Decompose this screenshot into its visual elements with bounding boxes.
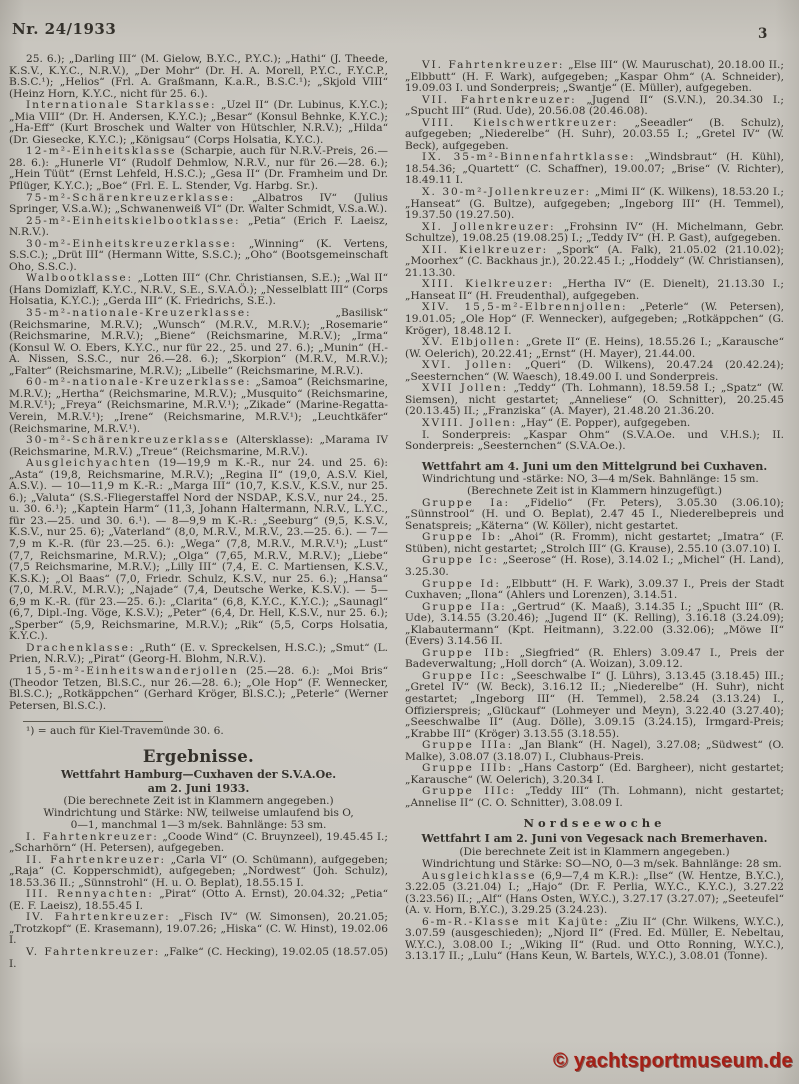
- paragraph-lead: Drachenklasse:: [26, 641, 136, 654]
- paragraph: 6-m-R.-Klasse mit Kajüte: „Ziu II“ (Chr. Wilkens, W.Y.C.), 3.07.59 (ausgeschieden); „Njord II“ (Fred. Ed. Müller, E. Nebeltau, W.Y.C.), 3.08.00 I.; „Wiking II“ (Rud. und Otto Ronning, W.Y.C.), 3.13.17 II.; „Lulu“ (Hans Keun, W. Bartels, W.Y.C.), 3.08.01 (Tonne).: [405, 915, 784, 963]
- paragraph: Ausgleichklasse (6,9—7,4 m K.R.): „Ilse“ (W. Hentze, B.Y.C.), 3.22.05 (3.21.04) I.; „Hajo“ (Dr. F. Perlia, W.Y.C., K.Y.C.), 3.27.22 (3.23.56) II.; „Alf“ (Hans Osten, W.Y.C.), 3.27.17 (3.27.07); „Seeteufel“ (A. v. Horn, B.Y.C.), 3.29.25 (3.24.23).: [405, 869, 784, 917]
- paragraph-lead: XV. Elbjollen:: [422, 336, 522, 349]
- paragraph-lead: XVIII. Jollen:: [422, 416, 518, 429]
- race1-conditions-line2: 0—1, manchmal 1—3 m/sek. Bahnlänge: 53 sm.: [70, 818, 327, 831]
- paragraph-lead: Ausgleichyachten: [26, 457, 152, 470]
- race1-note: (Die berechnete Zeit ist in Klammern angegeben.): [63, 795, 334, 808]
- watermark: © yachtsportmuseum.de: [553, 1050, 793, 1072]
- race1-title-line2: am 2. Juni 1933.: [147, 781, 250, 795]
- paragraph: XVIII. Jollen: „Hay“ (E. Popper), aufgegeben.: [422, 416, 691, 429]
- paragraph-lead: Gruppe IIa:: [422, 600, 507, 613]
- paragraph-lead: XI. Jollenkreuzer:: [422, 220, 556, 233]
- paragraph-lead: V. Fahrtenkreuzer:: [26, 946, 161, 959]
- paragraph-lead: 30-m²-Schärenkreuzerklasse: [26, 434, 230, 447]
- paragraph-lead: 30-m²-Einheitskreuzerklasse:: [26, 237, 237, 250]
- race2-title: Wettfahrt am 4. Juni um den Mittelgrund bei Cuxhaven.: [421, 459, 768, 473]
- paragraph-lead: 35-m²-nationale-Kreuzerklasse:: [26, 307, 252, 320]
- paragraph: IV. Fahrtenkreuzer: „Fisch IV“ (W. Simonsen), 20.21.05; „Trotzkopf“ (E. Krasemann), 19.07.26; „Hiska“ (C. W. Hinst), 19.02.06 I.: [9, 911, 388, 947]
- paragraph-lead: II. Fahrtenkreuzer:: [26, 853, 166, 866]
- footnote: ¹) = auch für Kiel-Travemünde 30. 6.: [26, 725, 224, 738]
- paragraph-lead: Gruppe IIc:: [422, 669, 507, 682]
- page-number: 3: [758, 26, 768, 42]
- paragraph: Gruppe IIa: „Gertrud“ (K. Maaß), 3.14.35 I.; „Spucht III“ (R. Ude), 3.14.55 (3.20.46); „Jugend II“ (K. Relling), 3.16.18 (3.24.09); „Klabautermann“ (Kpt. Heitmann), 3.22.00 (3.32.06); „Möwe II“ (Evers) 3.14.56 II.: [405, 600, 785, 648]
- footnote-rule: [23, 721, 163, 722]
- paragraph: 15,5-m²-Einheitswanderjollen (25.—28. 6.): „Moi Bris“ (Theodor Tetzen, Bl.S.C., nur 26.—28. 6.); „Ole Hop“ (F. Wennecker, Bl.S.C.); „Rotkäppchen“ (Gerhard Kröger, Bl.S.C.); „Peterle“ (Werner Petersen, Bl.S.C.).: [9, 664, 388, 712]
- race1-results-left: [9, 832, 388, 971]
- paragraph-lead: 12-m²-Einheitsklasse: [26, 145, 177, 158]
- paragraph-lead: 6-m-R.-Klasse mit Kajüte:: [422, 915, 610, 928]
- paragraph-lead: III. Rennyachten:: [26, 888, 154, 901]
- paragraph: Gruppe IIb: „Siegfried“ (R. Ehlers) 3.09.47 I., Preis der Badeverwaltung; „Holl dorch“ (A. Woizan), 3.09.12.: [405, 646, 784, 671]
- paragraph-lead: Internationale Starklasse:: [26, 99, 217, 112]
- race1-title-line1: Wettfahrt Hamburg—Cuxhaven der S.V.A.Oe.: [60, 768, 337, 782]
- paragraph-lead: Gruppe IIIb:: [422, 762, 514, 775]
- race1-conditions-line1: Windrichtung und Stärke: NW, teilweise umlaufend bis O,: [43, 806, 354, 819]
- paragraph-lead: VIII. Kielschwertkreuzer:: [422, 116, 619, 129]
- paragraph-lead: IV. Fahrtenkreuzer:: [26, 911, 171, 924]
- paragraph-lead: 75-m²-Schärenkreuzerklasse:: [26, 191, 236, 204]
- paragraph-lead: XIII. Kielkreuzer:: [422, 278, 555, 291]
- paragraph-lead: XVI. Jollen:: [422, 359, 514, 372]
- paragraph: Gruppe Ic: „Seerose“ (H. Rose), 3.14.02 I.; „Michel“ (H. Land), 3.25.30.: [405, 554, 784, 578]
- paragraph: III. Rennyachten: „Pirat“ (Otto A. Ernst), 20.04.32; „Petia“ (E. F. Laeisz), 18.55.45 I.: [9, 888, 388, 912]
- paragraph-lead: Gruppe Ib:: [422, 531, 503, 544]
- paragraph: Walbootklasse: „Lotten III“ (Chr. Christiansen, S.E.); „Wal II“ (Hans Domizlaff, K.Y.C., N.R.V., S.E., S.V.A.Ö.); „Nesselblatt III“ (Corps Holsatia, K.Y.C.); „Gerda III“ (K. Friedrichs, S.E.).: [9, 272, 388, 308]
- left-column: [9, 54, 388, 970]
- race3-conditions: Windrichtung und Stärke: SO—NO, 0—3 m/sek. Bahnlänge: 28 sm.: [422, 857, 782, 870]
- paragraph: XVI. Jollen: „Queri“ (D. Wilkens), 20.47.24 (20.42.24); „Seesternchen“ (W. Waesch), 18.49.00 I. und Sonderpreis.: [405, 359, 784, 383]
- paragraph-lead: Gruppe Ic:: [422, 554, 499, 567]
- paragraph-lead: VII. Fahrtenkreuzer:: [422, 93, 577, 106]
- paragraph-lead: Gruppe IIIc:: [422, 785, 517, 798]
- paragraph: Drachenklasse: „Ruth“ (E. v. Spreckelsen, H.S.C.); „Smut“ (L. Prien, N.R.V.); „Pirat“ (Georg-H. Blohm, N.R.V.).: [9, 641, 388, 666]
- paragraph: Gruppe IIc: „Seeschwalbe I“ (J. Lührs), 3.13.45 (3.18.45) III.; „Gretel IV“ (W. Beck), 3.16.12 II.; „Niederelbe“ (H. Suhr), nicht gestartet; „Ingeborg III“ (H. Temmel), 2.58.24 (3.13.24) I., Offizierspreis; „Glückauf“ (Lohmeyer und Meyn), 3.22.40 (3.27.40); „Seeschwalbe II“ (Aug. Dölle), 3.09.15 (3.24.15), Irmgard-Preis; „Krabbe III“ (Kröger) 3.13.55 (3.18.55).: [405, 669, 784, 740]
- paragraph: Gruppe Ia: „Fidelio“ (Fr. Peters), 3.05.30 (3.06.10); „Sünnstrool“ (H. und O. Beplat), 2.47 45 I., Niederelbepreis und Senatspreis; „Käterna“ (W. Köller), nicht gestartet.: [405, 496, 784, 532]
- paragraph: XVII Jollen: „Teddy“ (Th. Lohmann), 18.59.58 I.; „Spatz“ (W. Siemsen), nicht gestartet; „Anneliese“ (O. Schnitter), 20.25.45 (20.13.45) II.; „Franziska“ (A. Mayer), 21.48.20 21.36.20.: [405, 382, 784, 418]
- paragraph: 25. 6.); „Darling III“ (M. Gielow, B.Y.C., P.Y.C.); „Hathi“ (J. Theede, K.S.V., K.Y.C., N.R.V.), „Der Mohr“ (Dr. H. A. Morell, P.Y.C., F.Y.C.P., B.S.C.¹); „Helios“ (Frl. A. Graßmann, K.a.R., B.S.C.¹); „Skjold VIII“ (Heinz Horn, K.Y.C., nicht für 25. 6.).: [9, 53, 388, 100]
- paragraph: 60-m²-nationale-Kreuzerklasse: „Samoa“ (Reichsmarine, M.R.V.); „Hertha“ (Reichsmarine, M.R.V.); „Musquito“ (Reichsmarine, M.R.V.¹); „Freya“ (Reichsmarine, M.R.V.¹); „Zikade“ (Marine-Regatta-Verein, M.R.V.¹); „Irene“ (Reichsmarine, M.R.V.¹); „Leuchtkäfer“ (Reichsmarine, M.R.V.¹).: [9, 376, 388, 435]
- paragraph: XV. Elbjollen: „Grete II“ (E. Heins), 18.55.26 I.; „Karausche“ (W. Oelerich), 20.22.41; „Ernst“ (H. Mayer), 21.44.00.: [405, 336, 784, 360]
- race3-title: Wettfahrt I am 2. Juni von Vegesack nach Bremerhaven.: [421, 832, 768, 846]
- paragraph-lead: Walbootklasse:: [26, 272, 134, 285]
- race2-conditions: Windrichtung und -stärke: NO, 3—4 m/Sek. Bahnlänge: 15 sm.: [422, 473, 759, 486]
- paragraph-lead: Gruppe Ia:: [422, 496, 510, 509]
- race3-note: (Die berechnete Zeit ist in Klammern angegeben.): [459, 845, 730, 858]
- paragraph-lead: Gruppe Id:: [422, 577, 501, 590]
- race2-note: (Berechnete Zeit ist in Klammern hinzugefügt.): [467, 484, 722, 497]
- entry-class-list: [9, 54, 388, 712]
- paragraph-lead: X. 30-m²-Jollenkreuzer:: [422, 186, 592, 199]
- section-gap: [405, 453, 784, 458]
- paragraph: V. Fahrtenkreuzer: „Falke“ (C. Hecking), 19.02.05 (18.57.05) I.: [9, 946, 388, 970]
- paragraph: VI. Fahrtenkreuzer: „Else III“ (W. Mauruschat), 20.18.00 II.; „Elbbutt“ (H. F. Wark), aufgegeben; „Kaspar Ohm“ (A. Schneider), 19.09.03 I. und Sonderpreis; „Swantje“ (E. Müller), aufgegeben.: [405, 59, 784, 95]
- paragraph: I. Sonderpreis: „Kaspar Ohm“ (S.V.A.Oe. und V.H.S.); II. Sonderpreis: „Seesternchen“ (S.V.A.Oe.).: [405, 428, 784, 453]
- race2-results: [405, 498, 784, 810]
- paragraph: 30-m²-Schärenkreuzerklasse (Altersklasse): „Marama IV (Reichsmarine, M.R.V.) „Treue“ (Reichsmarine, M.R.V.).: [9, 434, 388, 458]
- paragraph: Gruppe Id: „Elbbutt“ (H. F. Wark), 3.09.37 I., Preis der Stadt Cuxhaven; „Ilona“ (Ahlers und Lorenzen), 3.14.51.: [405, 577, 784, 602]
- issue-number: Nr. 24/1933: [12, 20, 117, 38]
- paragraph-lead: I. Fahrtenkreuzer:: [26, 830, 159, 843]
- paragraph: XIV. 15,5-m²-Elbrennjollen: „Peterle“ (W. Petersen), 19.01.05; „Ole Hop“ (F. Wennecker), aufgegeben; „Rotkäppchen“ (G. Kröger), 18.48.12 I.: [405, 301, 784, 337]
- paragraph: 12-m²-Einheitsklasse (Scharpie, auch für N.R.V.-Preis, 26.—28. 6.): „Hunerle VI“ (Rudolf Dehmlow, N.R.V., nur für 26.—28. 6.); „Hein Tüüt“ (Ernst Lehfeld, H.S.C.); „Gesa II“ (Dr. Framheim und Dr. Pflüger, K.Y.C.); „Boe“ (Frl. E. L. Stender, Vg. Harbg. Sr.).: [9, 145, 388, 193]
- race1-results-right: [405, 60, 784, 453]
- paragraph: I. Fahrtenkreuzer: „Coode Wind“ (C. Bruynzeel), 19.45.45 I.; „Scharhörn“ (H. Petersen), aufgegeben.: [9, 830, 388, 855]
- nordseewoche-heading: Nordseewoche: [523, 816, 666, 831]
- paragraph: IX. 35-m²-Binnenfahrtklasse: „Windsbraut“ (H. Kühl), 18.54.36; „Quartett“ (C. Schaffner), 19.00.07; „Brise“ (V. Richter), 18.49.11 I.: [405, 151, 784, 187]
- paragraph-lead: Ausgleichklasse: [422, 869, 537, 882]
- paragraph: 30-m²-Einheitskreuzerklasse: „Winning“ (K. Vertens, S.S.C.); „Drüt III“ (Hermann Witte, S.S.C.); „Oho“ (Bootsgemeinschaft Oho, S.S.C.).: [9, 237, 388, 273]
- race3-results: [405, 871, 784, 963]
- paragraph: Gruppe IIIc: „Teddy III“ (Th. Lohmann), nicht gestartet; „Annelise II“ (C. O. Schnitter), 3.08.09 I.: [405, 785, 784, 809]
- paragraph: VIII. Kielschwertkreuzer: „Seeadler“ (B. Schulz), aufgegeben; „Niederelbe“ (H. Suhr), 20.03.55 I.; „Gretel IV“ (W. Beck), aufgegeben.: [405, 116, 784, 152]
- paragraph: Gruppe IIIb: „Hans Castorp“ (Ed. Bargheer), nicht gestartet; „Karausche“ (W. Oelerich), 3.20.34 I.: [405, 762, 784, 786]
- paragraph: II. Fahrtenkreuzer: „Carla VI“ (O. Schümann), aufgegeben; „Raja“ (C. Kopperschmidt), aufgegeben; „Nordwest“ (Joh. Schulz), 18.53.36 II.; „Sünnstrohl“ (H. u. O. Beplat), 18.55.15 I.: [9, 853, 388, 889]
- paragraph-lead: 60-m²-nationale-Kreuzerklasse:: [26, 376, 252, 389]
- paragraph-lead: Gruppe IIb:: [422, 646, 511, 659]
- paragraph-lead: XIV. 15,5-m²-Elbrennjollen:: [422, 301, 628, 314]
- paragraph: XII. Kielkreuzer: „Spork“ (A. Falk), 21.05.02 (21.10.02); „Moorhex“ (C. Backhaus jr.), 20.22.45 I.; „Hoddely“ (W. Christiansen), 21.13.30.: [405, 243, 784, 279]
- paragraph: XI. Jollenkreuzer: „Frohsinn IV“ (H. Michelmann, Gebr. Schultze), 19.08.25 (19.08.25) I.; „Teddy IV“ (H. P. Gast), aufgegeben.: [405, 220, 784, 245]
- right-column: [405, 60, 784, 963]
- paragraph: 75-m²-Schärenkreuzerklasse: „Albatros IV“ (Julius Springer, V.S.a.W.); „Schwanenweiß VI“ (Dr. Walter Schmidt, V.S.a.W.).: [9, 191, 388, 216]
- paragraph: Gruppe Ib: „Ahoi“ (R. Fromm), nicht gestartet; „Imatra“ (F. Stüben), nicht gestartet; „Strolch III“ (G. Krause), 2.55.10 (3.07.10) I.: [405, 531, 784, 555]
- paragraph-lead: 15,5-m²-Einheitswanderjollen: [26, 664, 239, 677]
- paragraph: X. 30-m²-Jollenkreuzer: „Mimi II“ (K. Wilkens), 18.53.20 I.; „Hanseat“ (G. Bultze), aufgegeben; „Ingeborg III“ (H. Temmel), 19.37.50 (19.27.50).: [405, 186, 784, 222]
- results-heading: Ergebnisse.: [142, 747, 255, 767]
- paragraph: Internationale Starklasse: „Uzel II“ (Dr. Lubinus, K.Y.C.); „Mia VIII“ (Dr. H. Andersen, K.Y.C.); „Besar“ (Konsul Behnke, K.Y.C.); „Ha-Eff“ (Kurt Broschek und Walter von Hütschler, N.R.V.); „Hilda“ (Dr. Giesecke, K.Y.C.); „Königsau“ (Corps Holsatia, K.Y.C.).: [9, 99, 388, 146]
- paragraph-lead: XVII Jollen:: [422, 382, 508, 395]
- paragraph-lead: IX. 35-m²-Binnenfahrtklasse:: [422, 151, 636, 164]
- paragraph: XIII. Kielkreuzer: „Hertha IV“ (E. Dienelt), 21.13.30 I.; „Hanseat II“ (H. Freudenthal), aufgegeben.: [405, 278, 784, 302]
- paragraph-lead: VI. Fahrtenkreuzer:: [422, 59, 565, 71]
- paragraph: Ausgleichyachten (19—19,9 m K.-R., nur 24. und 25. 6): „Asta“ (19,8, Reichsmarine, M.R.V.); „Regina II“ (19,0, A.S.V. Kiel, A.S.V.). — 10—11,9 m K.-R.: „Marga III“ (10,7, K.S.V., K.S.V., nur 25. 6.); „Valuta“ (S.S.-Fliegerstaffel Nord der NSDAP., K.S.V., nur 24., 25. u. 30. 6.¹); „Kaptein Harm“ (11,3, Johann Haltermann, N.R.V., L.Y.C., für 23.—25. und 30. 6.¹). — 8—9,9 m K.-R.: „Seeburg“ (9,5, K.S.V., K.S.V., nur 25. 6); „Vaterland“ (8,0, M.R.V., M.R.V., 23.—25. 6.). — 7—7,9 m K.-R. (für 23.—25. 6.): „Wega“ (7,8, M.R.V., M.R.V.¹); „Lust“ (7,7, Reichsmarine, M.R.V.); „Olga“ (7,65, M.R.V., M.R.V.); „Liebe“ (7,5 Reichsmarine, M.R.V.); „Lilly III“ (7,4, E. C. Martiensen, K.S.V., K.S.K.); „Ol Baas“ (7,0, Friedr. Schulz, K.S.V., nur 25. 6.); „Hansa“ (7,0, M.R.V., M.R.V.); „Najade“ (7,4, Deutsche Werke, K.S.V.). — 5—6,9 m K.-R. (für 23.—25. 6.): „Clarita“ (6,8, K.Y.C., K.Y.C.); „Saunagl“ (6,7, Dipl.-Ing. Vöge, K.S.V.); „Peter“ (6,4, Dr. Hell, K.S.V., nur 25. 6.); „Sperber“ (5,9, Reichsmarine, M.R.V.); „Rik“ (5,5, Corps Holsatia, K.Y.C.).: [9, 457, 388, 643]
- paragraph: Gruppe IIIa: „Jan Blank“ (H. Nagel), 3.27.08; „Südwest“ (O. Malke), 3.08.07 (3.18.07) I., Clubhaus-Preis.: [405, 739, 784, 763]
- paragraph: VII. Fahrtenkreuzer: „Jugend II“ (S.V.N.), 20.34.30 I.; „Spucht III“ (Rud. Ude), 20.56.08 (20.46.08).: [405, 93, 784, 118]
- paragraph-lead: 25-m²-Einheitskielbootklasse:: [26, 214, 241, 227]
- paragraph-lead: XII. Kielkreuzer:: [422, 243, 549, 256]
- paragraph: 35-m²-nationale-Kreuzerklasse: „Basilisk“ (Reichsmarine, M.R.V.); „Wunsch“ (M.R.V., M.R.V.); „Rosemarie“ (Reichsmarine, M.R.V.); „Biene“ (Reichsmarine, M.R.V.); „Irma“ (Konsul W. O. Ebers, K.Y.C., nur für 22., 25. und 27. 6.); „Munin“ (H.-A. Nissen, S.S.C., nur 26.—28. 6.); „Skorpion“ (M.R.V., M.R.V.); „Falter“ (Reichsmarine, M.R.V.); „Libelle“ (Reichsmarine, M.R.V.).: [9, 307, 388, 377]
- paragraph: 25-m²-Einheitskielbootklasse: „Petia“ (Erich F. Laeisz, N.R.V.).: [9, 214, 388, 239]
- paragraph-lead: Gruppe IIIa:: [422, 739, 514, 752]
